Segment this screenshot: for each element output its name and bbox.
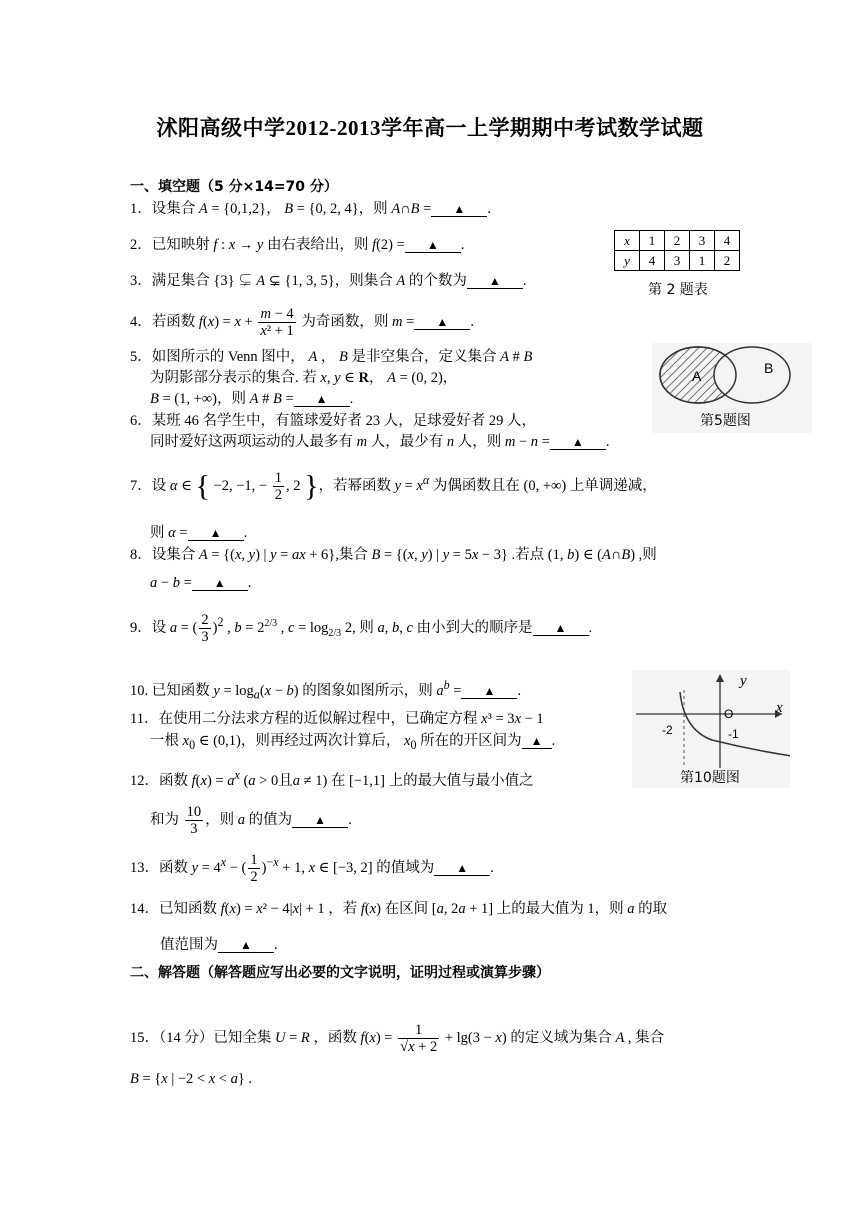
answer-blank: ▲ (294, 392, 350, 407)
y-axis-label: y (740, 673, 747, 689)
tick-label-neg1: -1 (728, 727, 739, 741)
answer-blank: ▲ (431, 202, 487, 217)
table-row-x (615, 231, 740, 251)
question-8-line-2: a − b = ▲ . (150, 575, 252, 591)
question-9: 9．设 a = ( $\frac{2}{3}$ )$^2$ , $b = 2^{2/3}$ , $c = \log_{2/3} 2$, 则 a, b, c 由小到大的顺序是 ▲ . (130, 612, 593, 645)
page-title: 沭阳高级中学2012-2013学年高一上学期期中考试数学试题 (156, 116, 704, 140)
question-7-line-2: 则 α = ▲ . (150, 525, 248, 541)
answer-blank: ▲ (434, 861, 490, 876)
tick-label-neg2: -2 (662, 723, 673, 737)
question-3: 3．满足集合 {3} ⊊ A ⊊ {1, 3, 5}，则集合 A 的个数为 ▲ . (130, 273, 527, 289)
table-caption: 第 2 题表 (648, 282, 708, 298)
question-10: 10. 已知函数 $y = \log_a(x - b)$ 的图象如图所示，则 $a^b$ = ▲ . (130, 678, 522, 702)
question-2: 2．已知映射 f : x → y 由右表给出，则 f(2) = ▲ . (130, 237, 465, 253)
question-6-line-2: 同时爱好这两项运动的人最多有 m 人，最少有 n 人，则 m − n = ▲ . (150, 434, 610, 450)
answer-blank: ▲ (533, 621, 589, 636)
section-fill-in-title: 一、填空题（5 分×14=70 分） (130, 179, 338, 195)
table-cell: 3 (690, 231, 715, 251)
table-cell: 4 (715, 231, 740, 251)
y-axis-arrow (716, 674, 724, 682)
table-row-y (615, 251, 740, 271)
question-7: 7．设 α ∈ { −2, −1, − $\frac{1}{2}$ , 2 }，若幂函数 $y = x^\alpha$ 为偶函数且在 (0, +∞) 上单调递减， (130, 469, 657, 503)
question-14: 14．已知函数 f(x) = x² − 4|x| + 1 ，若 f(x) 在区间 [a, 2a + 1] 上的最大值为 1，则 a 的取 (130, 901, 668, 917)
log-curve (680, 692, 790, 756)
answer-blank: ▲ (405, 238, 461, 253)
log-graph (632, 670, 790, 788)
table-cell: x (615, 231, 640, 251)
question-score: （14 分） (159, 1029, 214, 1046)
answer-blank: ▲ (467, 274, 523, 289)
origin-label: O (724, 707, 734, 721)
question-8: 8．设集合 A = {(x, y) | y = ax + 6},集合 B = {(x, y) | y = 5x − 3} .若点 (1, b) ∈ (A∩B) ,则 (130, 547, 657, 563)
answer-blank: ▲ (188, 526, 244, 541)
answer-blank: ▲ (292, 813, 348, 828)
table-cell: 1 (640, 231, 665, 251)
answer-blank: ▲ (218, 938, 274, 953)
answer-blank: ▲ (522, 734, 552, 749)
table-cell: 2 (665, 231, 690, 251)
question-14-line-2: 值范围为 ▲ . (160, 937, 278, 953)
answer-blank: ▲ (192, 576, 248, 591)
question-15-line-2: B = {x | −2 < x < a} . (130, 1071, 253, 1087)
question-4: 4．若函数 f(x) = x + $\frac{m - 4}{\text{x² + 1}}$ 为奇函数，则 m = ▲ . (130, 306, 474, 339)
question-12-line-2: 和为 $\frac{10}{3}$ ，则 a 的值为 ▲ . (150, 804, 352, 837)
table-cell: 3 (665, 251, 690, 271)
question-13: 13．函数 $y = 4^x$ − ( $\frac{1}{2}$ )$^{-x}$ + 1, x ∈ [−3, 2] 的值域为 ▲ . (130, 852, 494, 885)
mapping-table (614, 230, 740, 271)
question-1: 1．设集合 A = {0,1,2}， B = {0, 2, 4}，则 A∩B = ▲ . (130, 201, 491, 217)
question-11-line-2: 一根 $x_0$ ∈ (0,1)，则再经过两次计算后， $x_0$ 所在的开区间为 ▲ . (150, 733, 556, 752)
answer-blank: ▲ (414, 315, 470, 330)
answer-blank: ▲ (550, 435, 606, 450)
question-5-line-2: 为阴影部分表示的集合. 若 x, y ∈ R， A = (0, 2)， (150, 370, 458, 386)
figure-caption: 第10题图 (680, 770, 740, 786)
table-cell: 2 (715, 251, 740, 271)
set-a-label: A (692, 368, 702, 384)
log-graph-figure (632, 670, 790, 788)
question-6: 6．某班 46 名学生中，有篮球爱好者 23 人，足球爱好者 29 人， (130, 413, 536, 429)
question-12: 12．函数 $f(x) = a^x$ (a > 0且a ≠ 1) 在 [−1,1] 上的最大值与最小值之 (130, 768, 534, 789)
section-answer-title: 二、解答题（解答题应写出必要的文字说明，证明过程或演算步骤） (130, 965, 550, 981)
question-5: 5．如图所示的 Venn 图中， A ， B 是非空集合，定义集合 A # B (130, 349, 533, 365)
table-cell: 4 (640, 251, 665, 271)
set-b-label: B (764, 360, 774, 376)
table-cell: y (615, 251, 640, 271)
figure-caption: 第5题图 (700, 413, 751, 429)
venn-diagram (652, 343, 812, 433)
question-11: 11．在使用二分法求方程的近似解过程中，已确定方程 x³ = 3x − 1 (130, 711, 544, 727)
answer-blank: ▲ (461, 684, 517, 699)
table-cell: 1 (690, 251, 715, 271)
question-15: 15．（14 分）已知全集 U = R ，函数 f(x) = $\frac{1}{√x + 2}$ + lg(3 − x) 的定义域为集合 A , 集合 (130, 1022, 665, 1055)
question-5-line-3: B = (1, +∞)，则 A # B = ▲ . (150, 391, 354, 407)
venn-diagram-figure (652, 343, 812, 433)
x-axis-label: x (776, 700, 783, 716)
